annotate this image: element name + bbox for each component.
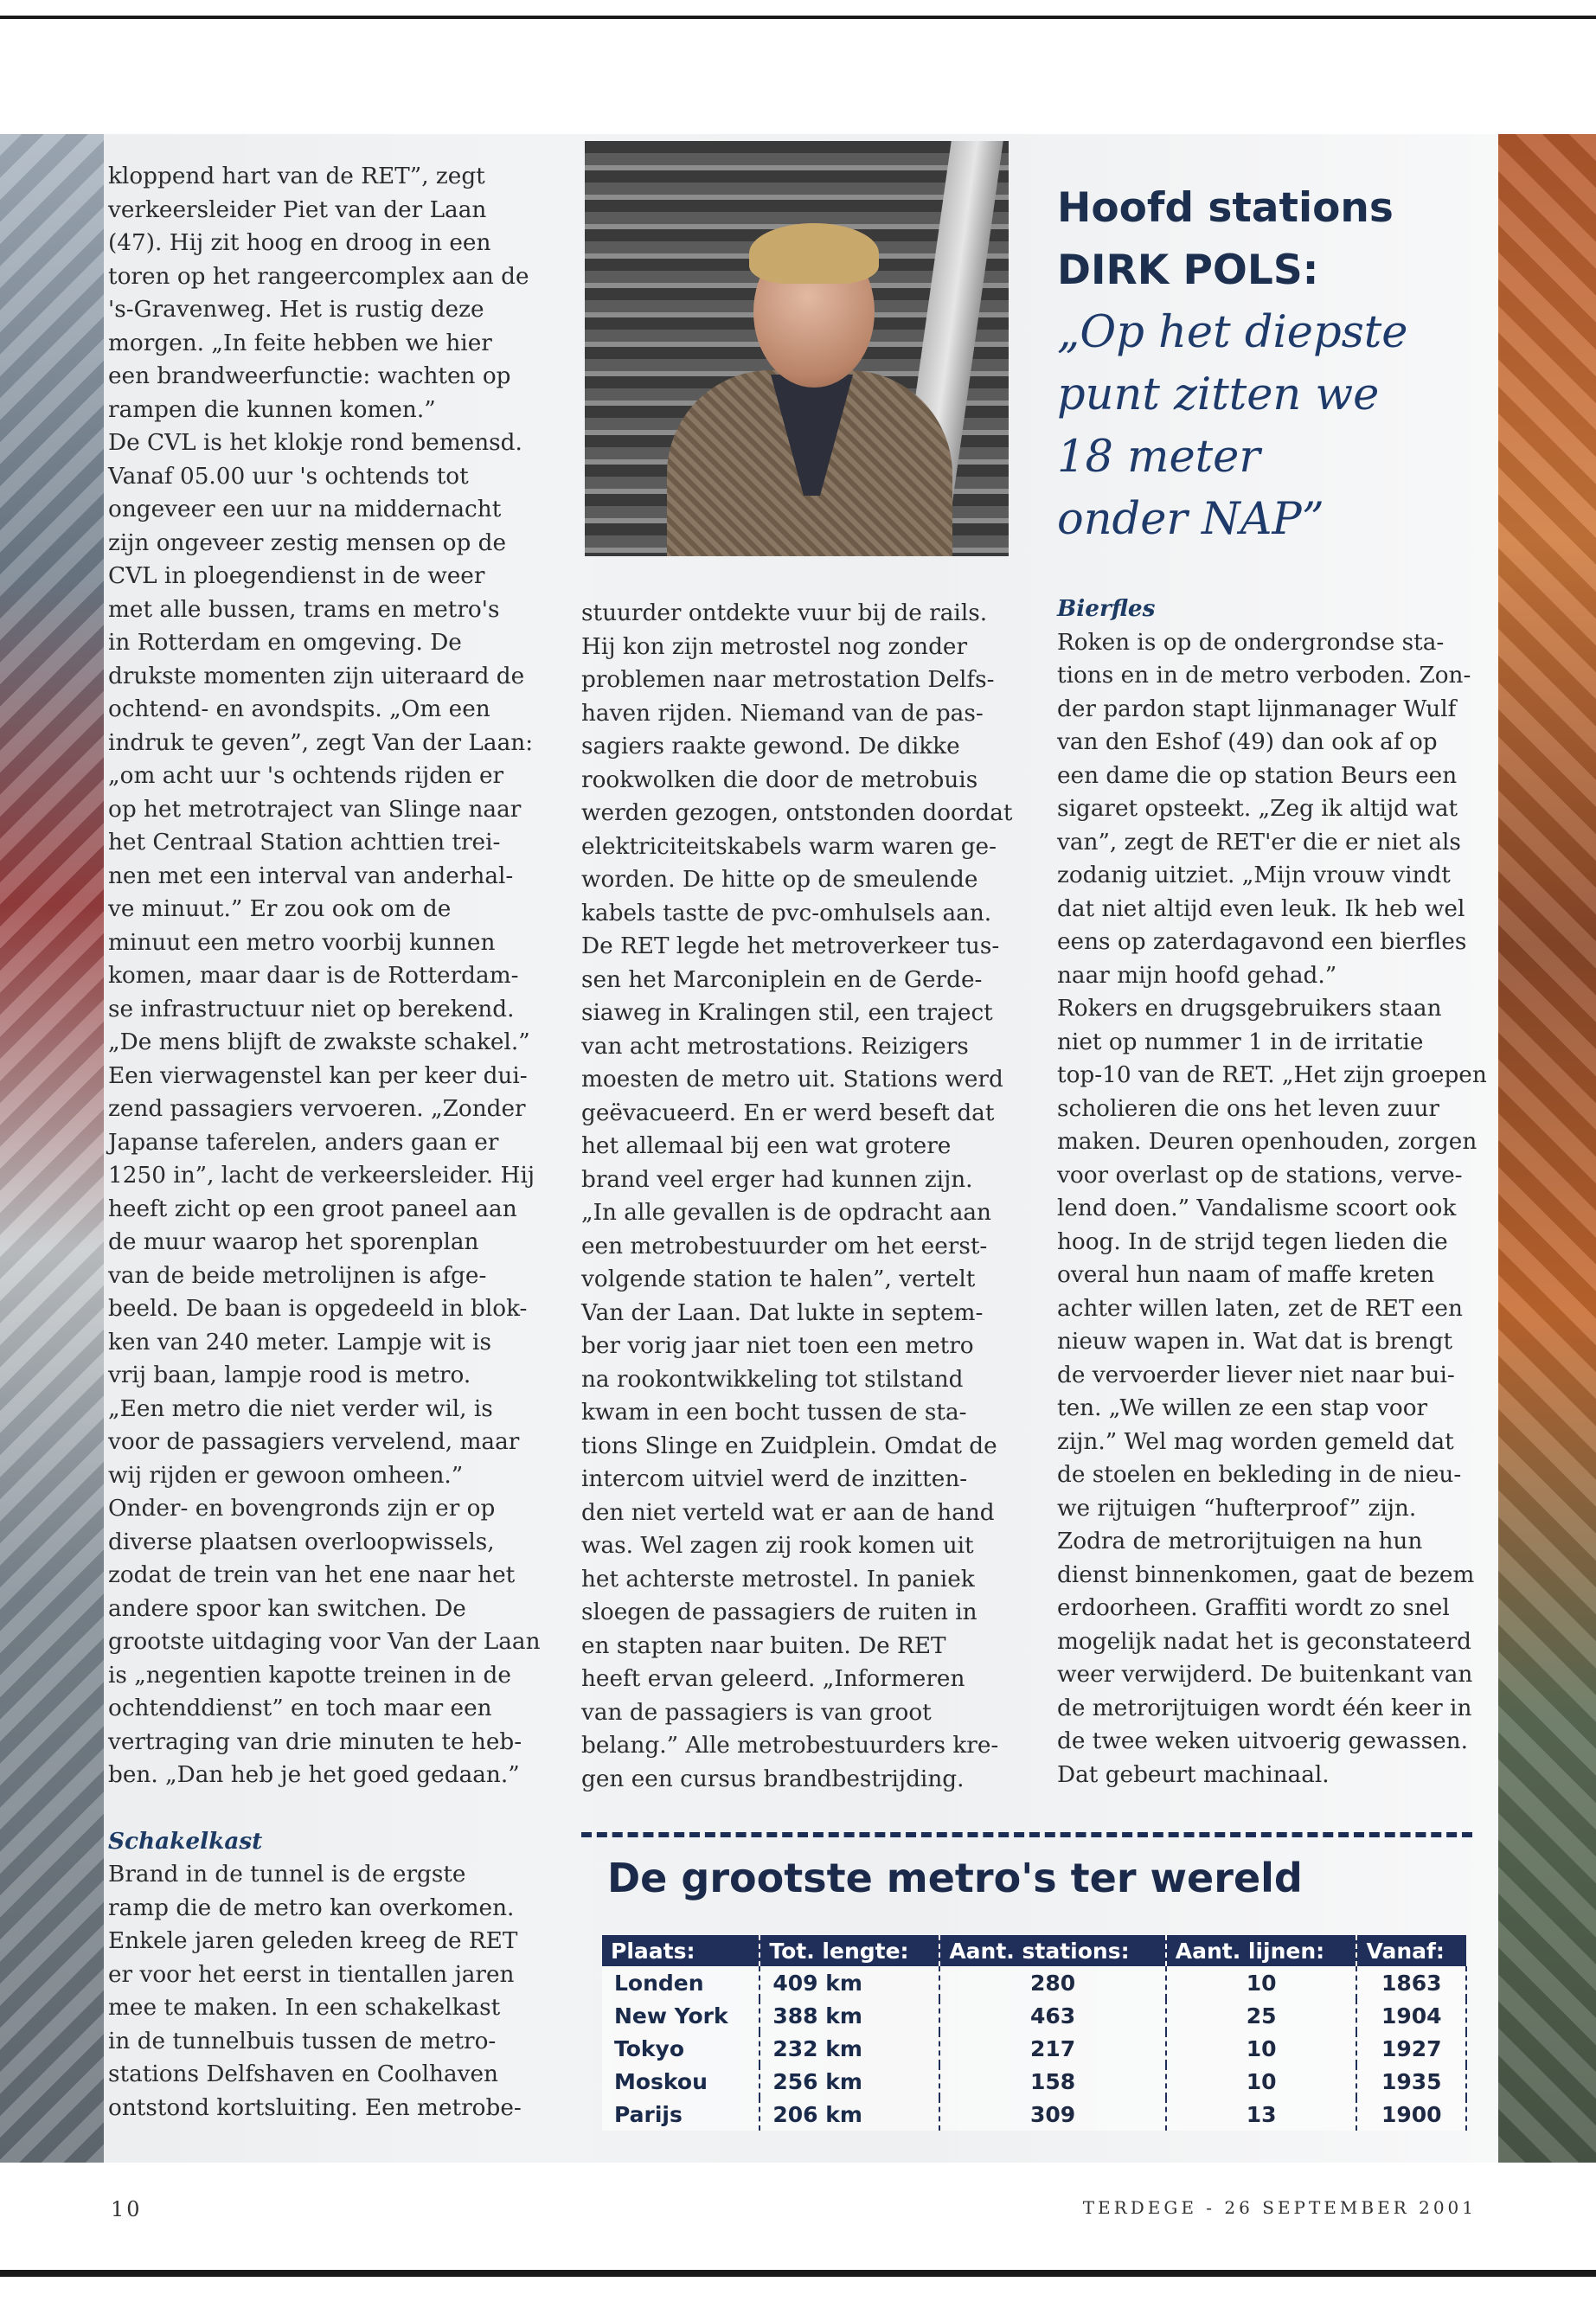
column-1-line: vertraging van drie minuten te heb- [108, 1728, 522, 1755]
header-stations: Aant. stations: [939, 1935, 1165, 1966]
column-1-line: wij rijden er gewoon omheen.” [108, 1462, 464, 1489]
column-1-line: met alle bussen, trams en metro's [108, 596, 500, 623]
table-cell: Moskou [602, 2065, 760, 2098]
column-3-line: een dame die op station Beurs een [1057, 762, 1458, 789]
column-1-line: Japanse taferelen, anders gaan er [108, 1129, 499, 1156]
column-3-line: Roken is op de ondergrondse sta- [1057, 629, 1445, 656]
column-2-line: intercom uitviel werd de inzitten- [581, 1466, 968, 1492]
column-3-line: niet op nummer 1 in de irritatie [1057, 1029, 1424, 1055]
table-cell: 1863 [1356, 1966, 1466, 1999]
column-1-line: voor de passagiers vervelend, maar [108, 1429, 520, 1455]
table-cell: 232 km [760, 2032, 939, 2065]
column-3-line: eens op zaterdagavond een bierfles [1057, 929, 1467, 955]
column-3-line: dat niet altijd even leuk. Ik heb wel [1057, 895, 1465, 922]
column-1-line: se infrastructuur niet op berekend. [108, 996, 515, 1022]
column-1-line: ongeveer een uur na middernacht [108, 497, 502, 522]
table-row [602, 2065, 1466, 2098]
column-3-line: Zodra de metrorijtuigen na hun [1057, 1529, 1423, 1554]
column-1-line: ken van 240 meter. Lampje wit is [108, 1329, 491, 1356]
column-1-line: toren op het rangeercomplex aan de [108, 263, 529, 290]
column-1-line: kloppend hart van de RET”, zegt [108, 163, 485, 189]
column-1-body-continued [108, 1858, 549, 2125]
column-2-line: belang.” Alle metrobestuurders kre- [581, 1733, 999, 1759]
headline-quote-line-1: „Op het diepste [1057, 307, 1408, 358]
column-3-line: we rijtuigen “hufterproof” zijn. [1057, 1495, 1417, 1522]
column-1-line: Een vierwagenstel kan per keer dui- [108, 1062, 528, 1089]
column-3-line: van”, zegt de RET'er die er niet als [1057, 829, 1461, 856]
column-1-line: rampen die kunnen komen.” [108, 396, 436, 423]
portrait-photo [585, 141, 1009, 556]
top-rule [0, 16, 1596, 19]
header-lijnen: Aant. lijnen: [1166, 1935, 1357, 1966]
right-photo-strip [1498, 134, 1596, 2163]
table-cell: 1927 [1356, 2032, 1466, 2065]
column-3-line: de twee weken uitvoerig gewassen. [1057, 1728, 1468, 1754]
table-cell: 463 [939, 1999, 1165, 2032]
column-1-line: beeld. De baan is opgedeeld in blok- [108, 1296, 528, 1322]
column-1-line: morgen. „In feite hebben we hier [108, 330, 492, 356]
column-1-line: 's-Gravenweg. Het is rustig deze [108, 297, 484, 323]
column-1-line: 1250 in”, lacht de verkeersleider. Hij [108, 1163, 535, 1189]
column-2-line: van acht metrostations. Reizigers [581, 1033, 969, 1060]
column-2-line: worden. De hitte op de smeulende [581, 867, 978, 893]
column-3-line: dienst binnenkomen, gaat de bezem [1057, 1561, 1475, 1588]
column-3-line: scholieren die ons het leven zuur [1057, 1095, 1440, 1122]
headline-quote-line-2: punt zitten we [1057, 369, 1380, 420]
column-3-line: de stoelen en bekleding in de nieu- [1057, 1462, 1462, 1488]
column-2-body [581, 597, 1018, 1796]
column-1-line: zodat de trein van het ene naar het [108, 1562, 516, 1588]
column-3-line: nieuw wapen in. Wat dat is brengt [1057, 1329, 1453, 1355]
table-cell: 25 [1166, 1999, 1357, 2032]
column-2-line: moesten de metro uit. Stations werd [581, 1067, 1003, 1093]
column-1-line: is „negentien kapotte treinen in de [108, 1662, 511, 1689]
column-2-line: Van der Laan. Dat lukte in septem- [581, 1299, 984, 1326]
column-2-line: het achterste metrostel. In paniek [581, 1566, 975, 1593]
column-1-line: minuut een metro voorbij kunnen [108, 929, 496, 956]
article-column-1 [108, 160, 549, 2125]
column-1-line: ve minuut.” Er zou ook om de [108, 896, 452, 922]
subhead-schakelkast: Schakelkast [108, 1827, 263, 1855]
column-2-line: haven rijden. Niemand van de pas- [581, 700, 984, 727]
column-1-line: „Een metro die niet verder wil, is [108, 1395, 493, 1422]
column-3-line: zodanig uitziet. „Mijn vrouw vindt [1057, 862, 1451, 888]
header-lengte: Tot. lengte: [760, 1935, 939, 1966]
column-2-line: het allemaal bij een wat grotere [581, 1133, 952, 1159]
headline-title-line-1: Hoofd stations [1057, 184, 1394, 232]
column-2-line: sagiers raakte gewond. De dikke [581, 734, 960, 760]
table-cell: 309 [939, 2098, 1165, 2131]
table-cell: 206 km [760, 2098, 939, 2131]
column-2-line: Hij kon zijn metrostel nog zonder [581, 633, 968, 660]
column-3-line: Dat gebeurt machinaal. [1057, 1761, 1330, 1788]
column-1-line: de muur waarop het sporenplan [108, 1229, 479, 1255]
column-2-line: elektriciteitskabels warm waren ge- [581, 833, 997, 860]
column-1b-line: Brand in de tunnel is de ergste [108, 1862, 466, 1888]
column-1-line: heeft zicht op een groot paneel aan [108, 1195, 517, 1222]
column-1-line: CVL in ploegendienst in de weer [108, 563, 485, 589]
table-cell: 10 [1166, 2065, 1357, 2098]
table-cell: Parijs [602, 2098, 760, 2131]
table-cell: 256 km [760, 2065, 939, 2098]
column-1-line: De CVL is het klokje rond bemensd. [108, 430, 522, 456]
publication-footer: TERDEGE - 26 SEPTEMBER 2001 [1082, 2197, 1477, 2218]
left-photo-strip [0, 134, 104, 2163]
table-header-row [602, 1935, 1466, 1966]
column-3-line: sigaret opsteekt. „Zeg ik altijd wat [1057, 796, 1458, 822]
bottom-rule [0, 2270, 1596, 2277]
table-cell: 13 [1166, 2098, 1357, 2131]
page-number: 10 [111, 2197, 143, 2221]
column-1-line: komen, maar daar is de Rotterdam- [108, 963, 519, 989]
column-3-line: tions en in de metro verboden. Zon- [1057, 663, 1471, 689]
column-1-line: vrij baan, lampje rood is metro. [108, 1362, 471, 1388]
column-3-line: naar mijn hoofd gehad.” [1057, 962, 1337, 989]
table-cell: 158 [939, 2065, 1165, 2098]
column-3-line: voor overlast op de stations, verve- [1057, 1162, 1463, 1189]
headline [1057, 177, 1490, 551]
column-1-line: van de beide metrolijnen is afge- [108, 1262, 487, 1289]
column-3-line: mogelijk nadat het is geconstateerd [1057, 1628, 1471, 1655]
column-1-line: Vanaf 05.00 uur 's ochtends tot [108, 463, 469, 490]
column-2-line: ber vorig jaar niet toen een metro [581, 1333, 974, 1359]
hair [749, 223, 879, 284]
table-cell: Londen [602, 1966, 760, 1999]
column-2-line: den niet verteld wat er aan de hand [581, 1499, 995, 1526]
metro-table-title: De grootste metro's ter wereld [607, 1855, 1303, 1901]
column-2-line: „In alle gevallen is de opdracht aan [581, 1200, 991, 1226]
column-1b-line: mee te maken. In een schakelkast [108, 1995, 501, 2021]
column-1b-line: er voor het eerst in tientallen jaren [108, 1961, 515, 1988]
column-1-line: op het metrotraject van Slinge naar [108, 796, 522, 823]
column-2-line: kwam in een bocht tussen de sta- [581, 1400, 967, 1426]
column-2-line: sloegen de passagiers de ruiten in [581, 1599, 977, 1625]
column-1-line: zend passagiers vervoeren. „Zonder [108, 1096, 526, 1122]
column-2-line: De RET legde het metroverkeer tus- [581, 933, 1000, 959]
column-1-line: diverse plaatsen overloopwissels, [108, 1529, 495, 1555]
headline-quote-line-4: onder NAP” [1057, 494, 1324, 545]
table-row [602, 1999, 1466, 2032]
table-row [602, 1966, 1466, 1999]
column-3-line: Rokers en drugsgebruikers staan [1057, 996, 1442, 1022]
table-cell: 1935 [1356, 2065, 1466, 2098]
column-3-line: weer verwijderd. De buitenkant van [1057, 1662, 1473, 1688]
column-1-line: Onder- en bovengronds zijn er op [108, 1496, 496, 1522]
column-1-line: nen met een interval van anderhal- [108, 862, 514, 889]
table-cell: 1904 [1356, 1999, 1466, 2032]
column-1-line: grootste uitdaging voor Van der Laan [108, 1629, 541, 1655]
table-cell: 388 km [760, 1999, 939, 2032]
column-2-line: stuurder ontdekte vuur bij de rails. [581, 600, 988, 626]
column-2-line: een metrobestuurder om het eerst- [581, 1233, 988, 1259]
column-3-line: zijn.” Wel mag worden gemeld dat [1057, 1428, 1454, 1455]
column-3-body [1057, 626, 1494, 1792]
column-1b-line: ontstond kortsluiting. Een metrobe- [108, 2094, 522, 2121]
column-1b-line: ramp die de metro kan overkomen. [108, 1894, 515, 1921]
column-3-line: hoog. In de strijd tegen lieden die [1057, 1228, 1448, 1255]
column-2-line: na rookontwikkeling tot stilstand [581, 1366, 964, 1393]
column-1-line: andere spoor kan switchen. De [108, 1595, 466, 1622]
column-1b-line: in de tunnelbuis tussen de metro- [108, 2028, 497, 2054]
column-2-line: was. Wel zagen zij rook komen uit [581, 1533, 974, 1559]
column-3-line: overal hun naam of maffe kreten [1057, 1262, 1435, 1288]
column-2-line: kabels tastte de pvc-omhulsels aan. [581, 900, 992, 926]
column-3-line: der pardon stapt lijnmanager Wulf [1057, 695, 1457, 722]
column-1-line: ochtenddienst” en toch maar een [108, 1695, 492, 1721]
column-3-line: erdoorheen. Graffiti wordt zo snel [1057, 1595, 1450, 1621]
table-cell: 10 [1166, 1966, 1357, 1999]
column-1b-line: Enkele jaren geleden kreeg de RET [108, 1928, 518, 1954]
article-column-2 [581, 597, 1018, 1796]
column-2-line: brand veel erger had kunnen zijn. [581, 1166, 973, 1193]
table-cell: New York [602, 1999, 760, 2032]
dashed-rule [581, 1832, 1472, 1837]
column-2-line: gen een cursus brandbestrijding. [581, 1766, 965, 1792]
column-1-body [108, 160, 549, 1792]
column-1-line: „De mens blijft de zwakste schakel.” [108, 1029, 530, 1055]
table-cell: 280 [939, 1966, 1165, 1999]
column-1-line: een brandweerfunctie: wachten op [108, 363, 511, 389]
table-cell: 217 [939, 2032, 1165, 2065]
column-2-line: geëvacueerd. En er werd beseft dat [581, 1099, 995, 1126]
column-3-line: lend doen.” Vandalisme scoort ook [1057, 1195, 1457, 1221]
column-3-line: de metrorijtuigen wordt één keer in [1057, 1695, 1472, 1721]
table-cell: 1900 [1356, 2098, 1466, 2131]
column-1-line: drukste momenten zijn uiteraard de [108, 663, 525, 689]
column-2-line: sen het Marconiplein en de Gerde- [581, 966, 983, 993]
subhead-bierfles: Bierfles [1057, 595, 1156, 622]
header-plaats: Plaats: [602, 1935, 760, 1966]
column-2-line: volgende station te halen”, vertelt [581, 1266, 976, 1292]
column-1-line: indruk te geven”, zegt Van der Laan: [108, 729, 534, 756]
column-3-line: maken. Deuren openhouden, zorgen [1057, 1129, 1477, 1155]
metro-table [602, 1935, 1467, 2131]
metro-table-box [581, 1827, 1481, 2164]
headline-quote-line-3: 18 meter [1057, 432, 1260, 483]
table-cell: Tokyo [602, 2032, 760, 2065]
column-1-line: in Rotterdam en omgeving. De [108, 630, 462, 656]
column-1-line: ochtend- en avondspits. „Om een [108, 696, 490, 722]
column-1-line: verkeersleider Piet van der Laan [108, 196, 487, 223]
column-2-line: tions Slinge en Zuidplein. Omdat de [581, 1433, 997, 1459]
article-column-3 [1057, 593, 1494, 1791]
header-vanaf: Vanaf: [1356, 1935, 1466, 1966]
column-2-line: werden gezogen, ontstonden doordat [581, 800, 1013, 826]
column-1-line: ben. „Dan heb je het goed gedaan.” [108, 1762, 520, 1788]
column-2-line: rookwolken die door de metrobuis [581, 766, 978, 793]
table-cell: 409 km [760, 1966, 939, 1999]
column-2-line: siaweg in Kralingen stil, een traject [581, 1000, 993, 1026]
column-3-line: achter willen laten, zet de RET een [1057, 1295, 1463, 1322]
column-1b-line: stations Delfshaven en Coolhaven [108, 2061, 498, 2087]
headline-title-line-2: DIRK POLS: [1057, 247, 1319, 294]
column-1-line: zijn ongeveer zestig mensen op de [108, 529, 507, 556]
column-1-line: (47). Hij zit hoog en droog in een [108, 230, 491, 256]
column-3-line: ten. „We willen ze een stap voor [1057, 1395, 1428, 1421]
column-3-line: top-10 van de RET. „Het zijn groepen [1057, 1062, 1487, 1088]
column-2-line: en stapten naar buiten. De RET [581, 1632, 946, 1659]
table-row [602, 2098, 1466, 2131]
table-row [602, 2032, 1466, 2065]
column-3-line: de vervoerder liever niet naar bui- [1057, 1362, 1455, 1388]
column-2-line: heeft ervan geleerd. „Informeren [581, 1666, 965, 1692]
column-3-line: van den Eshof (49) dan ook af op [1057, 729, 1438, 755]
column-1-line: het Centraal Station achttien trei- [108, 830, 501, 856]
table-cell: 10 [1166, 2032, 1357, 2065]
column-2-line: problemen naar metrostation Delfs- [581, 667, 995, 693]
column-1-line: „om acht uur 's ochtends rijden er [108, 763, 504, 789]
column-2-line: van de passagiers is van groot [581, 1699, 932, 1726]
